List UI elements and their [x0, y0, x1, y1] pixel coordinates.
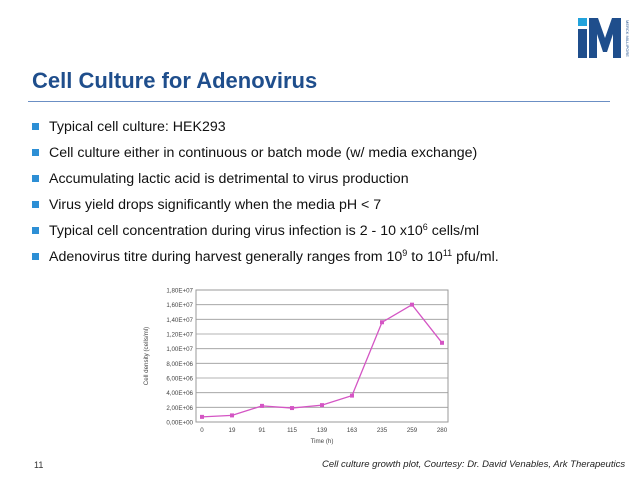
growth-chart: [140, 282, 460, 450]
bullet-item: [30, 118, 499, 144]
x-tick-label: 0: [200, 427, 204, 434]
data-point: [290, 406, 294, 410]
x-tick-label: 280: [436, 427, 448, 434]
merck-millipore-logo: [576, 12, 632, 62]
bullet-text: Typical cell concentration during virus infection is 2 - 10 x10: [49, 223, 423, 239]
y-tick-label: 1,00E+07: [166, 346, 193, 354]
x-tick-label: 259: [406, 427, 418, 434]
exponent: 6: [422, 222, 428, 232]
bullet-item: [30, 170, 499, 196]
data-point: [440, 341, 444, 345]
x-tick-label: 163: [346, 427, 358, 434]
y-tick-label: 6,00E+06: [166, 375, 193, 383]
bullet-square-icon: [32, 175, 39, 182]
y-tick-label: 4,00E+06: [166, 390, 193, 398]
bullet-text: Typical cell culture: HEK293: [49, 119, 226, 135]
plot-area: [196, 290, 448, 422]
bullet-text: Virus yield drops significantly when the media pH < 7: [49, 197, 382, 213]
bullet-square-icon: [32, 123, 39, 130]
bullet-text: Accumulating lactic acid is detrimental to virus production: [49, 171, 409, 187]
page-number: 11: [34, 460, 44, 470]
slide-title: Cell Culture for Adenovirus: [32, 68, 318, 93]
bullet-square-icon: [32, 149, 39, 156]
bullet-text: to 10: [407, 249, 443, 265]
x-tick-label: 19: [228, 427, 236, 434]
exponent: 9: [402, 248, 408, 258]
exponent: 11: [442, 248, 453, 258]
chart-citation: Cell culture growth plot, Courtesy: Dr. David Venables, Ark Therapeutics: [322, 459, 626, 470]
bullet-text: pfu/ml.: [452, 249, 499, 265]
y-tick-label: 8,00E+06: [166, 360, 193, 368]
bullet-square-icon: [32, 227, 39, 234]
y-tick-label: 1,20E+07: [166, 331, 193, 339]
y-tick-label: 1,80E+07: [166, 287, 193, 295]
bullet-text: Adenovirus titre during harvest generally ranges from 10: [49, 249, 403, 265]
data-point: [200, 415, 204, 419]
title-divider: [28, 101, 610, 102]
x-tick-label: 139: [316, 427, 328, 434]
x-tick-label: 235: [376, 427, 388, 434]
data-point: [260, 404, 264, 408]
bullet-text: cells/ml: [427, 223, 480, 239]
bullet-list: [30, 118, 499, 274]
y-tick-label: 1,60E+07: [166, 302, 193, 310]
data-point: [410, 303, 414, 307]
bullet-item: [30, 196, 499, 222]
x-axis-label: Time (h): [310, 438, 334, 445]
bullet-square-icon: [32, 253, 39, 260]
data-point: [350, 394, 354, 398]
bullet-square-icon: [32, 201, 39, 208]
data-point: [380, 320, 384, 324]
data-point: [320, 403, 324, 407]
x-tick-label: 91: [258, 427, 266, 434]
growth-chart-svg: [140, 282, 460, 450]
y-tick-label: 0,00E+00: [166, 419, 193, 427]
y-tick-label: 1,40E+07: [166, 316, 193, 324]
bullet-item: [30, 144, 499, 170]
bullet-item: [30, 248, 499, 274]
y-tick-label: 2,00E+06: [166, 404, 193, 412]
x-tick-label: 115: [287, 427, 297, 434]
data-point: [230, 413, 234, 417]
svg-text:MERCK MILLIPORE: MERCK MILLIPORE: [625, 20, 630, 57]
y-axis-label: Cell density (cells/ml): [143, 326, 150, 386]
bullet-text: Cell culture either in continuous or batch mode (w/ media exchange): [49, 145, 478, 161]
bullet-item: [30, 222, 499, 248]
